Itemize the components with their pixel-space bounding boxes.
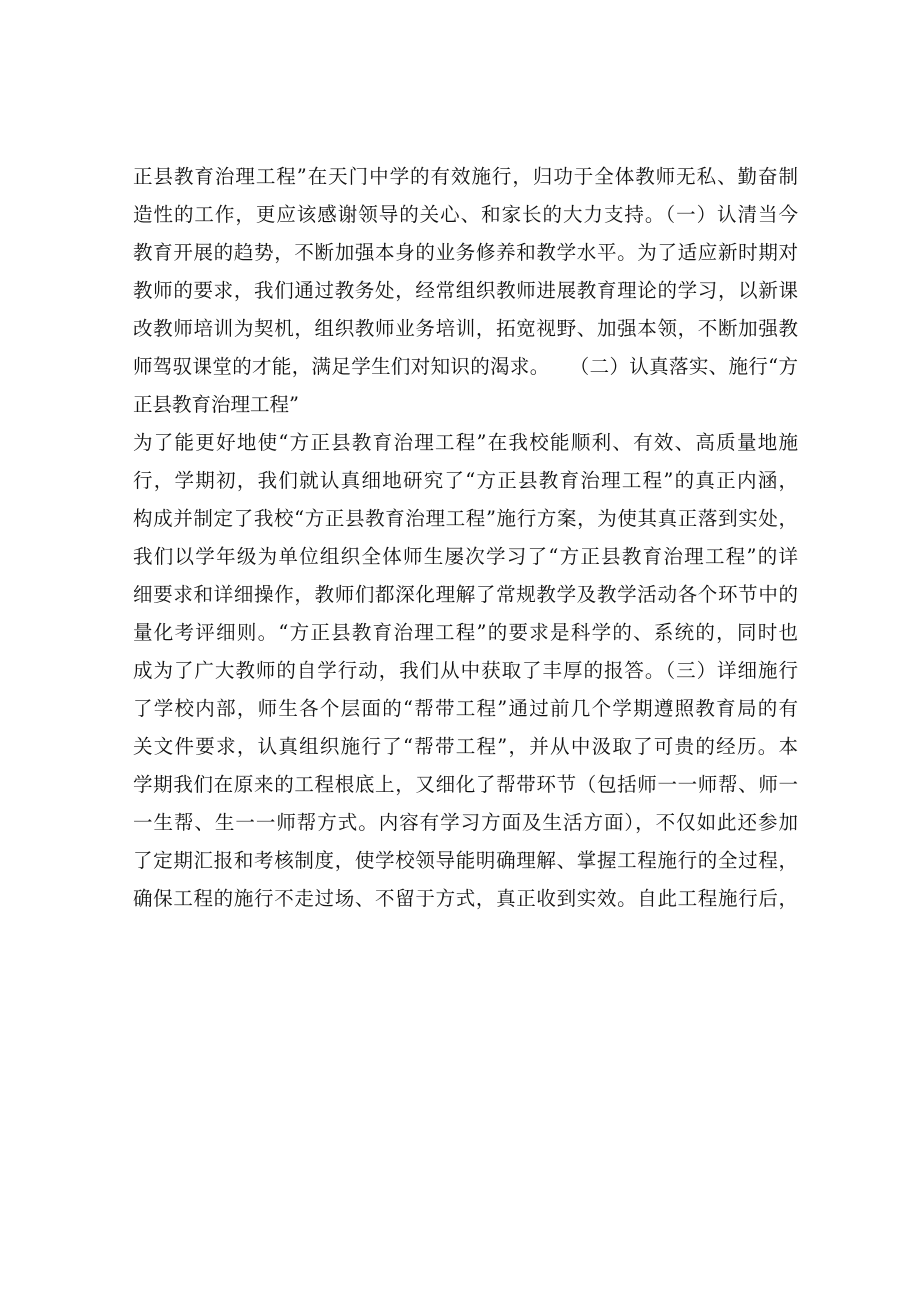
text-line: 造性的工作，更应该感谢领导的关心、和家长的大力支持。（一）认清当今 [133, 203, 798, 226]
body-text [133, 158, 798, 918]
text-line: 关文件要求，认真组织施行了“帮带工程”，并从中汲取了可贵的经历。本 [133, 735, 798, 758]
text-line: 细要求和详细操作，教师们都深化理解了常规教学及教学活动各个环节中的 [133, 583, 798, 606]
text-line: 教育开展的趋势，不断加强本身的业务修养和教学水平。为了适应新时期对 [133, 241, 798, 264]
text-line: 了定期汇报和考核制度，使学校领导能明确理解、掌握工程施行的全过程， [133, 849, 798, 872]
text-line: 师驾驭课堂的才能，满足学生们对知识的渴求。 （二）认真落实、施行“方 [133, 355, 798, 378]
text-line: 确保工程的施行不走过场、不留于方式，真正收到实效。自此工程施行后， [133, 887, 798, 910]
text-line: 成为了广大教师的自学行动，我们从中获取了丰厚的报答。（三）详细施行 [133, 659, 798, 682]
text-line: 教师的要求，我们通过教务处，经常组织教师进展教育理论的学习，以新课 [133, 279, 798, 302]
text-line: 行，学期初，我们就认真细地研究了“方正县教育治理工程”的真正内涵， [133, 469, 798, 492]
text-line: 我们以学年级为单位组织全体师生屡次学习了“方正县教育治理工程”的详 [133, 545, 798, 568]
text-line: 学期我们在原来的工程根底上，又细化了帮带环节（包括师一一师帮、师一 [133, 773, 798, 796]
text-line: 改教师培训为契机，组织教师业务培训，拓宽视野、加强本领，不断加强教 [133, 317, 798, 340]
text-line: 为了能更好地使“方正县教育治理工程”在我校能顺利、有效、高质量地施 [133, 431, 798, 454]
text-line: 了学校内部，师生各个层面的“帮带工程”通过前几个学期遵照教育局的有 [133, 697, 798, 720]
text-line: 正县教育治理工程”在天门中学的有效施行，归功于全体教师无私、勤奋制 [133, 165, 798, 188]
text-line: 量化考评细则。“方正县教育治理工程”的要求是科学的、系统的，同时也 [133, 621, 798, 644]
text-line: 正县教育治理工程” [133, 393, 299, 416]
text-line: 构成并制定了我校“方正县教育治理工程”施行方案，为使其真正落到实处， [133, 507, 798, 530]
text-line: 一生帮、生一一师帮方式。内容有学习方面及生活方面），不仅如此还参加 [133, 811, 798, 834]
